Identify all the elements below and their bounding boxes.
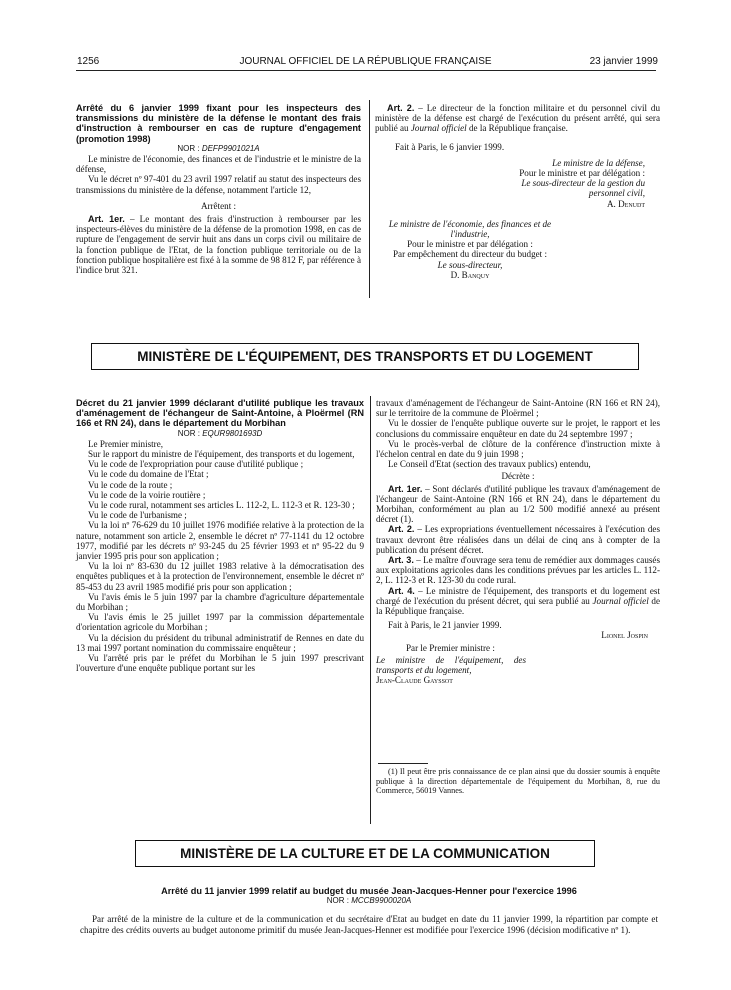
signature-title: Le sous-directeur, (437, 259, 503, 270)
preamble: Le ministre de l'économie, des finances et de l'industrie et le ministre de la défense, (76, 154, 361, 175)
signature-role: Le ministre de l'équipement, des transports et du logement, (376, 654, 526, 676)
signature-name: Jean-Claude Gayssot (376, 675, 453, 686)
paragraph: Vu la décision du président du tribunal administratif de Rennes en date du 13 mai 1997 portant nomination du commissaire enquêteur ; (76, 632, 364, 653)
article-3: Art. 3. – Le maître d'ouvrage sera tenu de remédier aux dommages causés aux exploitations agricoles dans les conditions prévues par les articles L. 112-2, L. 112-3 et R. 123-30 du code rural. (376, 555, 660, 586)
decree-title: Décret du 21 janvier 1999 déclarant d'utilité publique les travaux d'aménagement de l'échangeur de Saint-Antoine, à Ploërmel (RN 166 et RN 24), dans le département du Morbihan (76, 398, 364, 429)
signature-delegation: Pour le ministre et par délégation : (519, 168, 645, 179)
header-rule (76, 70, 656, 71)
page-number: 1256 (77, 56, 100, 67)
fait-a-paris: Fait à Paris, le 21 janvier 1999. (388, 620, 502, 631)
paragraph: Vu le code de la route ; (88, 479, 173, 490)
signature-title: Le sous-directeur de la gestion du personnel civil, (521, 178, 645, 199)
paragraph: Vu le code rural, notamment ses articles L. 112-2, L. 112-3 et R. 123-30 ; (88, 500, 355, 511)
signature-name: Lionel Jospin (601, 630, 648, 641)
decree-title: Arrêté du 6 janvier 1999 fixant pour les inspecteurs des transmissions du ministère de la défense le montant des frais d'instruction à rembourser en cas de rupture d'engagement (promotion 1998) (76, 103, 361, 144)
decree-title: Arrêté du 11 janvier 1999 relatif au budget du musée Jean-Jacques-Henner pour l'exercice 1996 (161, 886, 577, 896)
paragraph: Vu le code du domaine de l'Etat ; (88, 469, 209, 480)
footnote: (1) Il peut être pris connaissance de ce plan ainsi que du dossier soumis à enquête publique à la direction départementale de l'équipement du Morbihan, 8, rue du Commerce, 56019 Vannes. (376, 767, 660, 795)
journal-title: JOURNAL OFFICIEL DE LA RÉPUBLIQUE FRANÇAISE (239, 56, 492, 67)
signature-delegation: Pour le ministre et par délégation : (407, 239, 533, 250)
signature-role: Le ministre de l'économie, des finances et de l'industrie, (388, 218, 552, 240)
column-divider (370, 396, 371, 824)
visa: Vu le décret nº 97-401 du 23 avril 1997 relatif au statut des inspecteurs des transmissions du ministère de la défense, notamment l'article 12, (76, 174, 361, 195)
par-le-premier-ministre: Par le Premier ministre : (406, 642, 495, 653)
article-2: Art. 2. – Les expropriations éventuellement nécessaires à l'exécution des travaux devront être réalisées dans un délai de cinq ans à compter de la publication du présent décret. (376, 524, 660, 555)
article-1: Art. 1er. – Le montant des frais d'instruction à rembourser par les inspecteurs-élèves du ministère de la défense de la promotion 1998, en cas de rupture de l'engagement de servir huit ans dans un corps civil ou militaire de la fonction publique de l'Etat, de la fonction publique territoriale ou de la fonction publique hospitalière est fixé à la somme de 98 812 F, par référence à l'indice brut 321. (76, 214, 361, 276)
decree-defense-right (375, 103, 660, 280)
paragraph: Par arrêté de la ministre de la culture et de la communication et du secrétaire d'Etat au budget en date du 11 janvier 1999, la répartition par compte et chapitre des crédits ouverts au budget autonome primitif du musée Jean-Jacques-Henner est modifiée pour l'exercice 1996 (décision modificative nº 1). (80, 914, 658, 935)
paragraph: Sur le rapport du ministre de l'équipement, des transports et du logement, (88, 449, 355, 460)
paragraph: Vu l'arrêté pris par le préfet du Morbihan le 5 juin 1997 prescrivant l'ouverture d'une enquête publique portant sur les (76, 653, 364, 674)
decree-culture (80, 886, 658, 935)
footnote-rule (378, 763, 428, 764)
ministry-banner: MINISTÈRE DE LA CULTURE ET DE LA COMMUNICATION (135, 840, 595, 867)
paragraph: Vu l'avis émis le 25 juillet 1997 par la commission départementale d'orientation agricole du Morbihan ; (76, 612, 364, 633)
paragraph: Vu le dossier de l'enquête publique ouverte sur le projet, le rapport et les conclusions du commissaire enquêteur en date du 24 septembre 1997 ; (376, 418, 660, 439)
paragraph: Vu la loi nº 76-629 du 10 juillet 1976 modifiée relative à la protection de la nature, notamment son article 2, ensemble le décret nº 77-1141 du 12 octobre 1977, modifié par les décrets nº 93-245 du 25 février 1993 et nº 95-22 du 9 janvier 1995 pris pour son application ; (76, 520, 364, 562)
decree-equipement-left (76, 398, 364, 673)
fait-a-paris: Fait à Paris, le 6 janvier 1999. (395, 141, 505, 152)
paragraph: Vu le procès-verbal de clôture de la conférence d'instruction mixte à l'échelon central en date du 9 juin 1998 ; (376, 438, 660, 460)
paragraph: Vu l'avis émis le 5 juin 1997 par la chambre d'agriculture départementale du Morbihan ; (76, 591, 364, 613)
decrete: Décrète : (501, 471, 535, 482)
decree-defense-left (76, 103, 361, 275)
nor-line: NOR : EQUR9801693D (177, 428, 263, 438)
nor-line: NOR : MCCB9900020A (326, 896, 412, 906)
paragraph: Vu le code de la voirie routière ; (88, 489, 206, 500)
signature-name: D. Banquy (450, 269, 490, 280)
article-4: Art. 4. – Le ministre de l'équipement, des transports et du logement est chargé de l'exécution du présent décret, qui sera publié au Journal officiel de la République française. (376, 585, 660, 617)
article-1: Art. 1er. – Sont déclarés d'utilité publique les travaux d'aménagement de l'échangeur de Saint-Antoine (RN 166 et RN 24), dans le département du Morbihan, conformément au plan au 1/2 500 modifié annexé au présent décret (1). (376, 483, 660, 525)
column-divider (369, 100, 370, 298)
paragraph: Le Conseil d'Etat (section des travaux publics) entendu, (388, 459, 591, 470)
nor-line: NOR : DEFP9901021A (177, 143, 260, 153)
paragraph: travaux d'aménagement de l'échangeur de Saint-Antoine (RN 166 et RN 24), sur le territoire de la commune de Ploërmel ; (376, 398, 660, 419)
signature-name: A. Denudt (606, 198, 645, 209)
paragraph: Vu le code de l'urbanisme ; (88, 510, 187, 521)
arretent: Arrêtent : (200, 200, 237, 211)
paragraph: Le Premier ministre, (88, 438, 164, 449)
paragraph: Vu la loi nº 83-630 du 12 juillet 1983 relative à la démocratisation des enquêtes publiques et à la protection de l'environnement, ensemble le décret nº 85-453 du 23 avril 1985 modifié pris pour son application ; (76, 561, 364, 592)
article-2: Art. 2. – Le directeur de la fonction militaire et du personnel civil du ministère de la défense est chargé de l'exécution du présent arrêté, qui sera publié au Journal officiel de la République française. (375, 103, 660, 134)
decree-equipement-right (376, 398, 660, 685)
paragraph: Vu le code de l'expropriation pour cause d'utilité publique ; (88, 459, 304, 470)
ministry-banner: MINISTÈRE DE L'ÉQUIPEMENT, DES TRANSPORTS ET DU LOGEMENT (91, 343, 639, 370)
signature-empechement: Par empêchement du directeur du budget : (392, 249, 548, 260)
issue-date: 23 janvier 1999 (589, 56, 658, 67)
signature-role: Le ministre de la défense, (552, 157, 645, 168)
